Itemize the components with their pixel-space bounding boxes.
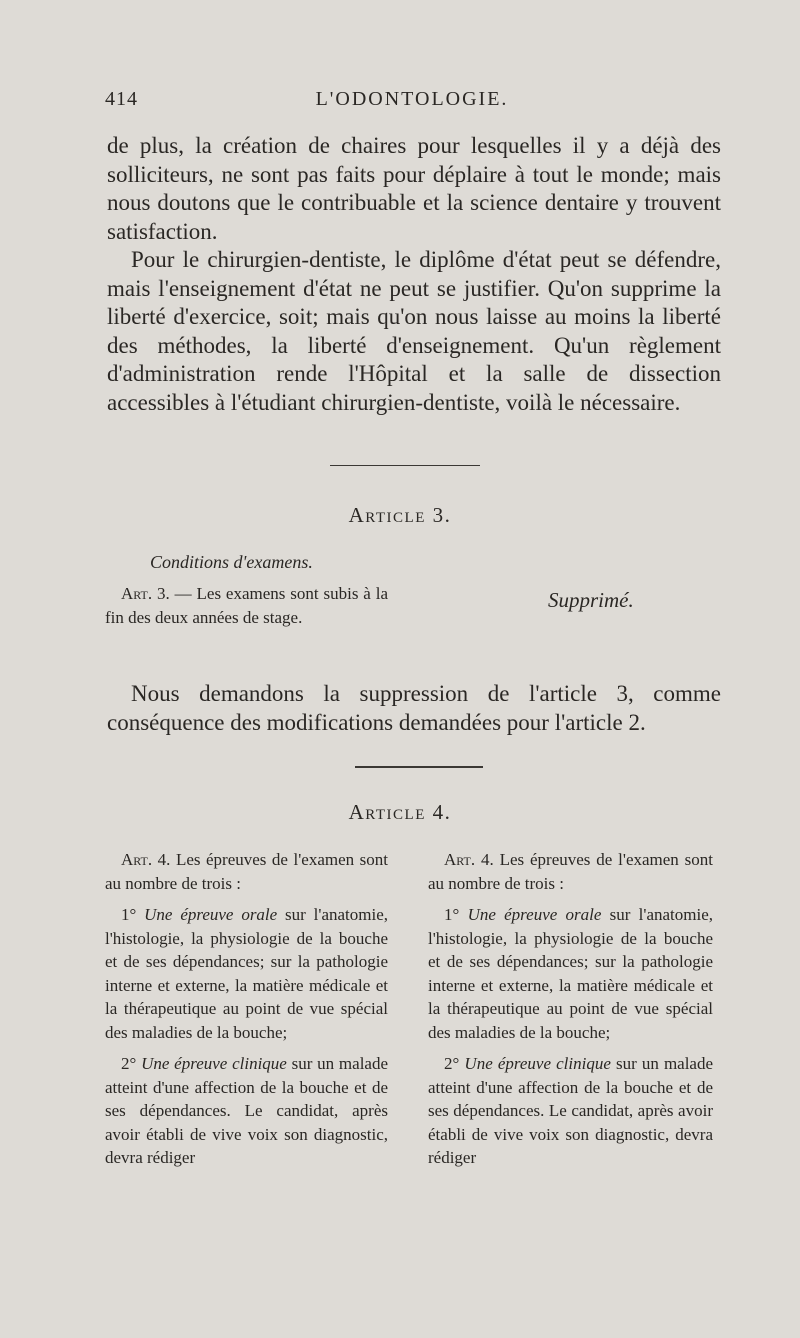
item-title: Une épreuve orale — [144, 905, 278, 924]
page-number: 414 — [105, 88, 138, 110]
article-label: Art. 3. — [121, 584, 170, 603]
article-body: — Les examens sont subis à la fin des deux années de stage. — [105, 584, 388, 627]
article-label: Art. 4. — [444, 850, 494, 869]
item-text: sur un malade atteint d'une affection de la bouche et de ses dépendances. Le candidat, après avoir établi de vive voix son diagnostic, devra rédiger — [428, 1054, 714, 1167]
supprime-label: Supprimé. — [548, 588, 634, 612]
item-number: 1° — [444, 905, 460, 924]
item-number: 2° — [444, 1054, 460, 1073]
article-4-right-column — [428, 848, 713, 1170]
conditions-title: Conditions d'examens. — [150, 552, 313, 572]
article-3-title: Article 3. — [348, 503, 452, 527]
item-text: sur un malade atteint d'une affection de la bouche et de ses dépendances. Le candidat, après avoir établi de vive voix son diagnostic, devra rédiger — [105, 1054, 389, 1167]
paragraph-1: de plus, la création de chaires pour lesquelles il y a déjà des solliciteurs, ne sont pas faits pour déplaire à tout le monde; mais nous doutons que le contribuable et la science dentaire y trouvent satisfaction. — [107, 133, 721, 244]
article-4-title: Article 4. — [348, 800, 452, 824]
article-label: Art. 4. — [121, 850, 171, 869]
item-title: Une épreuve clinique — [141, 1054, 287, 1073]
section-divider — [355, 766, 483, 768]
paragraph-2: Pour le chirurgien-dentiste, le diplôme d'état peut se défendre, mais l'enseignement d'état ne peut se justifier. Qu'on supprime la liberté d'exercice, soit; mais qu'on nous laisse au moins la liberté des méthodes, la liberté d'enseignement. Qu'un règlement d'administration rende l'Hôpital et la salle de dissection accessibles à l'étudiant chirurgien-dentiste, voilà le nécessaire. — [107, 247, 721, 415]
running-head: L'ODONTOLOGIE. — [315, 88, 509, 110]
item-title: Une épreuve orale — [467, 905, 602, 924]
item-number: 2° — [121, 1054, 137, 1073]
item-text: sur l'anatomie, l'histologie, la physiologie de la bouche et de ses dépendances; sur la pathologie interne et externe, la matière médicale et la thérapeutique au point de vue spécial des maladies de la bouche; — [428, 905, 714, 1042]
item-text: sur l'anatomie, l'histologie, la physiologie de la bouche et de ses dépendances; sur la pathologie interne et externe, la matière médicale et la thérapeutique au point de vue spécial des maladies de la bouche; — [105, 905, 389, 1042]
article-intro: Les épreuves de l'examen sont au nombre de trois : — [428, 850, 713, 893]
paragraph-3: Nous demandons la suppression de l'article 3, comme conséquence des modifications demandées pour l'article 2. — [107, 681, 721, 735]
article-intro: Les épreuves de l'examen sont au nombre de trois : — [105, 850, 389, 893]
page-header — [105, 88, 719, 118]
article-3-original-text — [105, 582, 388, 629]
intro-text — [107, 132, 721, 417]
article-4-left-column — [105, 848, 388, 1170]
section-divider — [330, 465, 480, 466]
item-number: 1° — [121, 905, 137, 924]
item-title: Une épreuve clinique — [464, 1054, 611, 1073]
